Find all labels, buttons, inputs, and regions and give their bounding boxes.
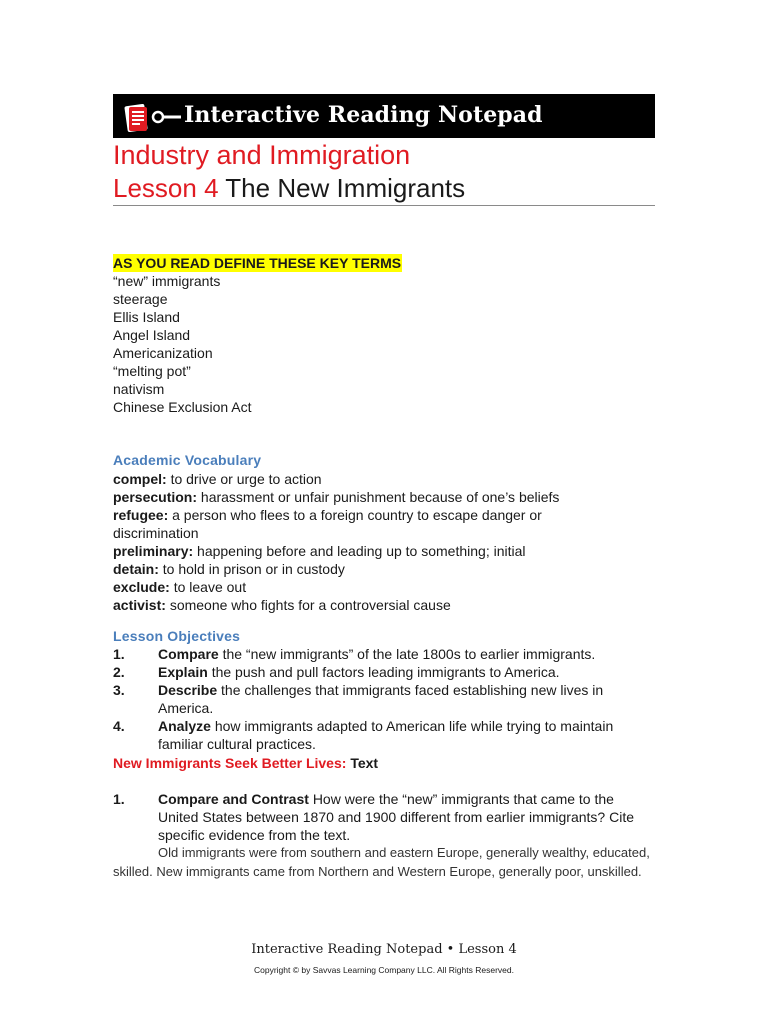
section-title: New Immigrants Seek Better Lives: [113,755,347,771]
vocab-term: persecution: [113,489,198,505]
vocab-definition: to hold in prison or in custody [162,561,345,577]
vocab-item [113,542,658,560]
question-text: How were the “new” immigrants that came to the United States between 1870 and 1900 different from earlier immigrants? Cite specific evidence from the text. [158,791,635,843]
question-1 [113,790,658,844]
page-footer: Interactive Reading Notepad • Lesson 4 [251,942,517,957]
copyright-notice: Copyright © by Savvas Learning Company LLC. All Rights Reserved. [254,965,514,975]
objective-number: 4. [113,718,125,734]
vocab-definition: harassment or unfair punishment because of one’s beliefs [200,489,560,505]
vocab-item [113,560,658,578]
vocab-definition: to drive or urge to action [170,471,322,487]
vocab-term: compel: [113,471,167,487]
question-1-answer[interactable]: Old immigrants were from southern and eastern Europe, generally wealthy, educated, skilled. New immigrants came from Northern and Western Europe, generally poor, unskilled. [113,845,650,879]
objective-verb: Compare [158,646,219,662]
vocab-item [113,578,658,596]
vocab-definition: a person who flees to a foreign country to escape danger or discrimination [113,507,542,541]
vocab-item [113,596,658,614]
section-type: Text [350,755,379,771]
question-item [113,790,648,844]
vocab-term: refugee: [113,507,169,523]
key-terms-list [113,272,252,416]
objective-text: the “new immigrants” of the late 1800s to earlier immigrants. [222,646,596,662]
key-term: Ellis Island [113,309,180,325]
unit-title: Industry and Immigration [113,140,411,170]
objective-text: how immigrants adapted to American life while trying to maintain familiar cultural practices. [158,718,614,752]
question-number: 1. [113,791,125,807]
objective-item [113,717,658,753]
objective-verb: Describe [158,682,218,698]
key-term: Americanization [113,345,213,361]
vocab-definition: happening before and leading up to something; initial [197,543,526,559]
key-term: “melting pot” [113,363,191,379]
vocab-term: activist: [113,597,166,613]
vocabulary-heading: Academic Vocabulary [113,452,262,468]
objective-item [113,681,608,717]
title-divider [113,205,655,206]
notepad-banner [113,94,655,138]
vocab-definition: to leave out [173,579,247,595]
objective-item [113,645,658,663]
objective-number: 2. [113,664,125,680]
objective-number: 1. [113,646,125,662]
key-terms-heading: AS YOU READ DEFINE THESE KEY TERMS [113,255,402,271]
lesson-objectives [113,628,658,753]
vocab-item [113,506,583,542]
vocab-item [113,488,658,506]
key-term: steerage [113,291,168,307]
vocab-item [113,470,658,488]
academic-vocabulary [113,451,658,614]
objective-verb: Explain [158,664,208,680]
objective-item [113,663,658,681]
banner-title: Interactive Reading Notepad [184,102,543,128]
lesson-title: The New Immigrants [225,173,466,203]
key-term: “new” immigrants [113,273,221,289]
objective-verb: Analyze [158,718,211,734]
objective-text: the challenges that immigrants faced establishing new lives in America. [158,682,604,716]
key-term: Chinese Exclusion Act [113,399,252,415]
vocab-term: preliminary: [113,543,194,559]
vocab-term: detain: [113,561,159,577]
key-term: nativism [113,381,165,397]
lesson-heading [113,173,465,204]
objective-text: the push and pull factors leading immigrants to America. [211,664,560,680]
objective-number: 3. [113,682,125,698]
question-verb: Compare and Contrast [158,791,309,807]
objectives-heading: Lesson Objectives [113,628,241,644]
lesson-number: Lesson 4 [113,173,219,203]
section-heading [113,755,378,771]
notepad-pen-icon [123,99,181,135]
vocab-term: exclude: [113,579,170,595]
key-term: Angel Island [113,327,191,343]
vocab-definition: someone who fights for a controversial cause [169,597,451,613]
